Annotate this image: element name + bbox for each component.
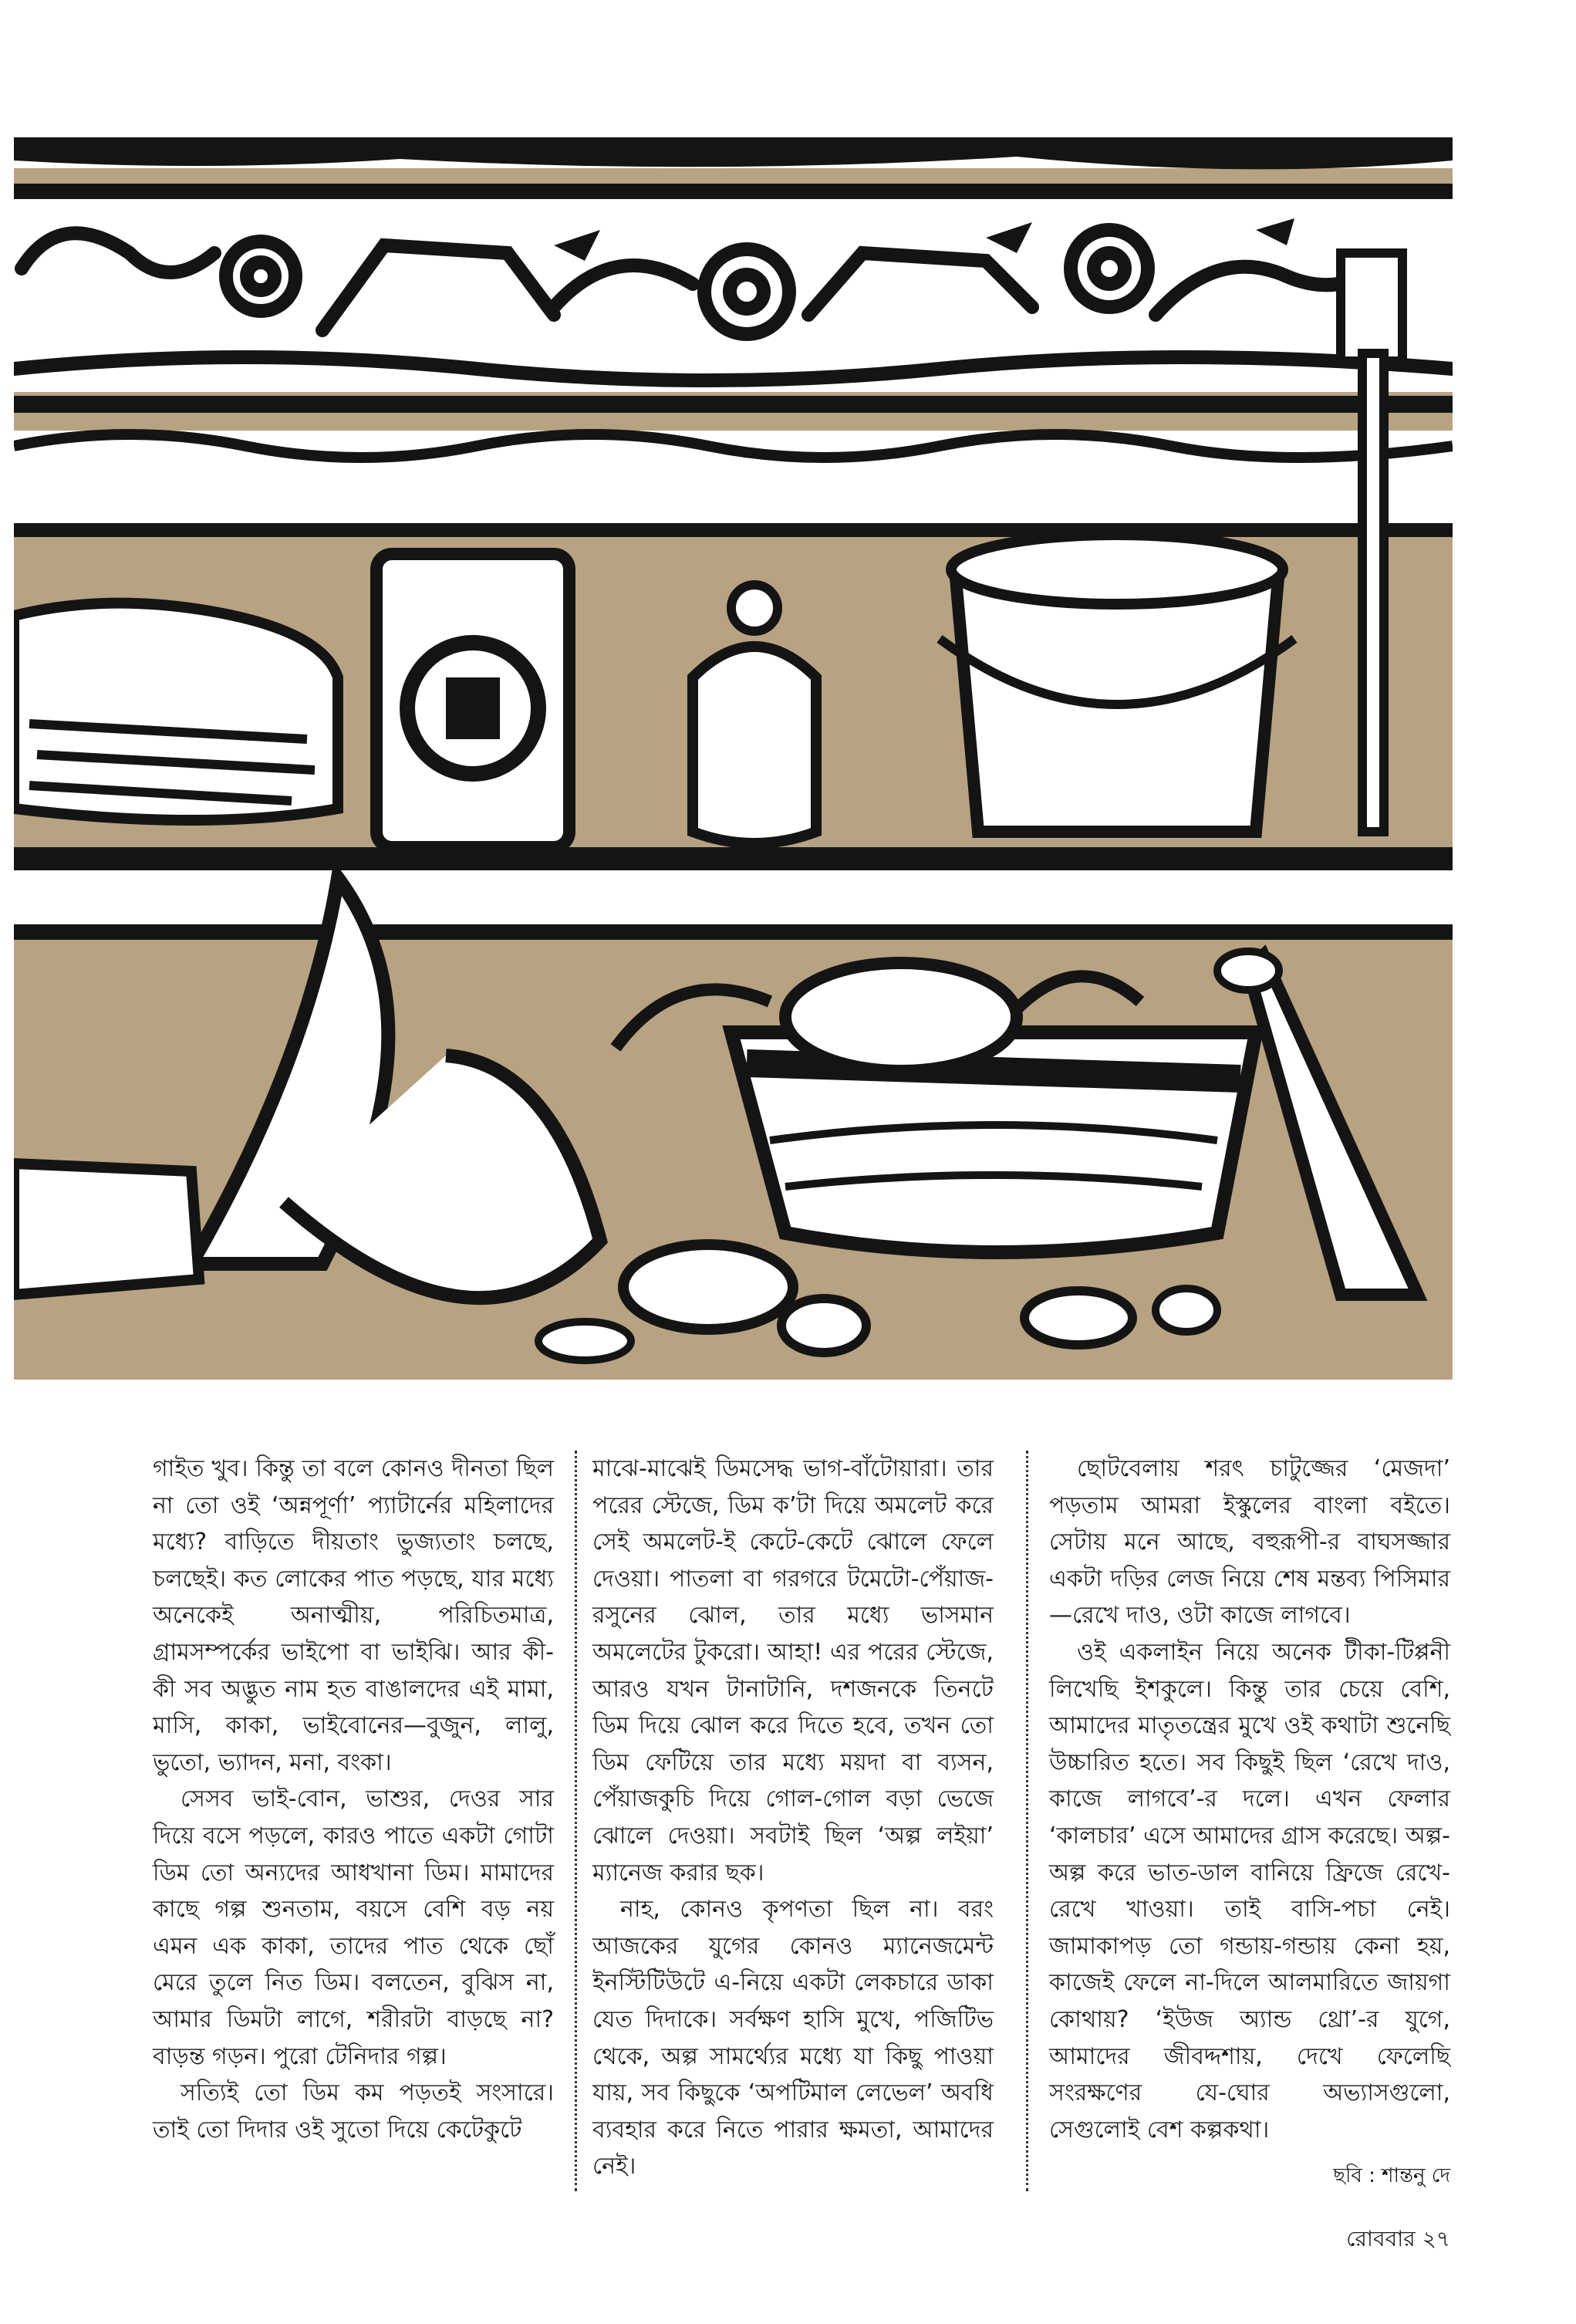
kitchen-shelf-illustration bbox=[14, 137, 1453, 1380]
article-column-2 bbox=[592, 1451, 994, 2191]
paragraph: নাহ, কোনও কৃপণতা ছিল না। বরং আজকের যুগের কোনও ম্যানেজমেন্ট ইনস্টিটিউটে এ-নিয়ে একটা লেকচারে ডাকা যেত দিদাকে। সর্বক্ষণ হাসি মুখে, পজিটিভ থেকে, অল্প সামর্থ্যের মধ্যে যা কিছু পাওয়া যায়, সব কিছুকে ‘অপটিমাল লেভেল’ অবধি ব্যবহার করে নিতে পারার ক্ষমতা, আমাদের নেই। bbox=[592, 1896, 994, 2180]
paragraph: সেসব ভাই-বোন, ভাশুর, দেওর সার দিয়ে বসে পড়লে, কারও পাতে একটা গোটা ডিম তো অন্যদের আধখানা ডিম। মামাদের কাছে গল্প শুনতাম, বয়সে বেশি বড় নয় এমন এক কাকা, তাদের পাত থেকে ছোঁ মেরে তুলে নিত ডিম। বলতেন, বুঝিস না, আমার ডিমটা লাগে, শরীরটা বাড়ছে না? বাড়ন্ত গড়ন। পুরো টেনিদার গল্প। bbox=[153, 1785, 554, 2070]
paragraph: ওই একলাইন নিয়ে অনেক টীকা-টিপ্পনী লিখেছি ইশকুলে। কিন্তু তার চেয়ে বেশি, আমাদের মাতৃতন্ত্রের মুখে ওই কথাটা শুনেছি উচ্চারিত হতে। সব কিছুই ছিল ‘রেখে দাও, কাজে লাগবে’-র দলে। এখন ফেলার ‘কালচার’ এসে আমাদের গ্রাস করেছে। অল্প-অল্প করে ভাত-ডাল বানিয়ে ফ্রিজে রেখে-রেখে খাওয়া। তাই বাসি-পচা নেই। জামাকাপড় তো গন্ডায়-গন্ডায় কেনা হয়, কাজেই ফেলে না-দিলে আলমারিতে জায়গা কোথায়? ‘ইউজ অ্যান্ড থ্রো’-র যুগে, আমাদের জীবদ্দশায়, দেখে ফেলেছি সংরক্ষণের যে-ঘোর অভ্যাসগুলো, সেগুলোই বেশ কল্পকথা। bbox=[1049, 1638, 1450, 2143]
page-folio: রোববার ২৭ bbox=[1346, 2226, 1450, 2251]
column-divider bbox=[575, 1451, 577, 2191]
paragraph: মাঝে-মাঝেই ডিমসেদ্ধ ভাগ-বাঁটোয়ারা। তার পরের স্টেজে, ডিম ক’টা দিয়ে অমলেট করে সেই অমলেট-ই কেটে-কেটে ঝোলে ফেলে দেওয়া। পাতলা বা গরগরে টমেটো-পেঁয়াজ-রসুনের ঝোল, তার মধ্যে ভাসমান অমলেটের টুকরো। আহা! এর পরের স্টেজে, আরও যখন টানাটানি, দশজনকে তিনটে ডিম দিয়ে ঝোল করে দিতে হবে, তখন তো ডিম ফেটিয়ে তার মধ্যে ময়দা বা ব্যসন, পেঁয়াজকুচি দিয়ে গোল-গোল বড়া ভেজে ঝোলে দেওয়া। সবটাই ছিল ‘অল্প লইয়া’ ম্যানেজ করার ছক। bbox=[592, 1455, 994, 1887]
paragraph: ছোটবেলায় শরৎ চাটুজ্জের ‘মেজদা’ পড়তাম আমরা ইস্কুলের বাংলা বইতে। সেটায় মনে আছে, বহুরূপী-র বাঘসজ্জার একটা দড়ির লেজ নিয়ে শেষ মন্তব্য পিসিমার—রেখে দাও, ওটা কাজে লাগবে। bbox=[1049, 1455, 1450, 1630]
paragraph: সত্যিই তো ডিম কম পড়তই সংসারে। তাই তো দিদার ওই সুতো দিয়ে কেটেকুটে bbox=[153, 2079, 554, 2143]
article-column-1 bbox=[153, 1451, 554, 2191]
paragraph: গাইত খুব। কিন্তু তা বলে কোনও দীনতা ছিল না তো ওই ‘অন্নপূর্ণা’ প্যাটার্নের মহিলাদের মধ্যে? বাড়িতে দীয়তাং ভুজ্যতাং চলছে, চলছেই। কত লোকের পাত পড়ছে, যার মধ্যে অনেকেই অনাত্মীয়, পরিচিতমাত্র, গ্রামসম্পর্কের ভাইপো বা ভাইঝি। আর কী-কী সব অদ্ভুত নাম হত বাঙালদের এই মামা, মাসি, কাকা, ভাইবোনের—বুজুন, লালু, ভুতো, ভ্যাদন, মনা, বংকা। bbox=[153, 1455, 554, 1776]
article-column-3 bbox=[1049, 1451, 1450, 2191]
column-divider bbox=[1026, 1451, 1028, 2191]
illustration-credit: ছবি : শান্তনু দে bbox=[1333, 2164, 1450, 2187]
